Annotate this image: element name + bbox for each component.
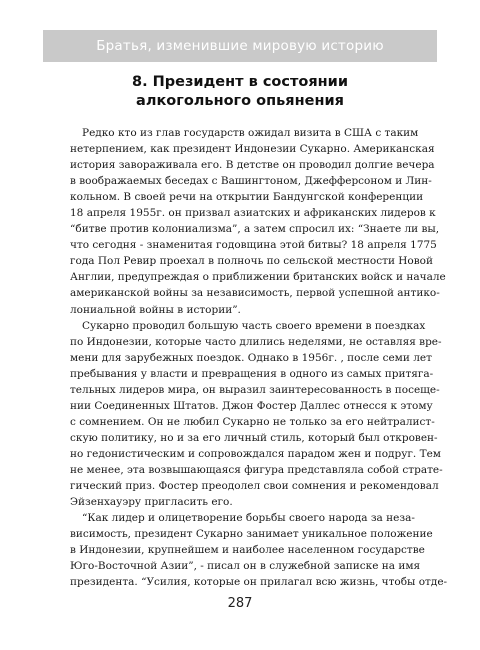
chapter-title-line-2: алкогольного опьянения xyxy=(136,93,344,109)
text-line: история завораживала его. В детстве он проводил долгие вечера xyxy=(70,159,435,172)
text-line: что сегодня - знаменитая годовщина этой битвы? 18 апреля 1775 xyxy=(70,239,437,252)
text-line: скую политику, но и за его личный стиль, который был откровен- xyxy=(70,431,438,444)
text-line: висимость, президент Сукарно занимает уникальное положение xyxy=(70,528,433,541)
text-line: но гедонистическим и сопровождался парадом жен и подруг. Тем xyxy=(70,447,441,460)
text-line: по Индонезии, которые часто длились неделями, не оставляя вре- xyxy=(70,335,442,348)
paragraph xyxy=(70,510,448,590)
text-line: американской войны за независимость, первой успешной антико- xyxy=(70,287,440,300)
text-line: 18 апреля 1955г. он призвал азиатских и африканских лидеров к xyxy=(70,207,436,220)
text-line: Англии, предупреждая о приближении британских войск и начале xyxy=(70,271,446,284)
text-line: Юго-Восточной Азии”, - писал он в служебной записке на имя xyxy=(70,560,421,573)
text-line: в Индонезии, крупнейшем и наиболее населенном государстве xyxy=(70,544,425,557)
text-line: гический приз. Фостер преодолел свои сомнения и рекомендовал xyxy=(70,480,439,493)
chapter-title xyxy=(43,73,437,111)
text-line: кольном. В своей речи на открытии Бандунгской конференции xyxy=(70,191,424,204)
body-text xyxy=(70,125,448,590)
text-line: тельных лидеров мира, он выразил заинтересованность в посеще- xyxy=(70,383,440,396)
text-line: мени для зарубежных поездок. Однако в 1956г. , после семи лет xyxy=(70,351,432,364)
text-line: Эйзенхауэру пригласить его. xyxy=(70,496,233,509)
paragraph xyxy=(70,125,446,318)
page-number: 287 xyxy=(227,596,253,611)
chapter-title-line-1: 8. Президент в состоянии xyxy=(132,74,348,90)
text-line: пребывания у власти и превращения в одного из самых притяга- xyxy=(70,367,434,380)
text-line: не менее, эта возвышающаяся фигура представляла собой страте- xyxy=(70,463,443,476)
text-line: лониальной войны в истории”. xyxy=(70,303,241,316)
running-title: Братья, изменившие мировую историю xyxy=(96,38,384,54)
text-line: в воображаемых беседах с Вашингтоном, Джефферсоном и Лин- xyxy=(70,175,432,188)
text-line: года Пол Ревир проехал в полночь по сельской местности Новой xyxy=(70,255,433,268)
text-line: Редко кто из глав государств ожидал визита в США с таким xyxy=(82,127,419,139)
text-line: нии Соединенных Штатов. Джон Фостер Даллес отнесся к этому xyxy=(70,399,433,412)
text-line: “Как лидер и олицетворение борьбы своего народа за неза- xyxy=(82,512,415,525)
text-line: “битве против колониализма”, а затем спросил их: “Знаете ли вы, xyxy=(70,223,440,236)
text-line: Сукарно проводил большую часть своего времени в поездках xyxy=(82,319,426,332)
text-line: с сомнением. Он не любил Сукарно не только за его нейтралист- xyxy=(70,415,435,428)
text-line: нетерпением, как президент Индонезии Сукарно. Американская xyxy=(70,143,435,156)
text-line: президента. “Усилия, которые он прилагал всю жизнь, чтобы отде- xyxy=(70,576,448,589)
running-header xyxy=(43,30,437,62)
paragraph xyxy=(70,318,443,511)
